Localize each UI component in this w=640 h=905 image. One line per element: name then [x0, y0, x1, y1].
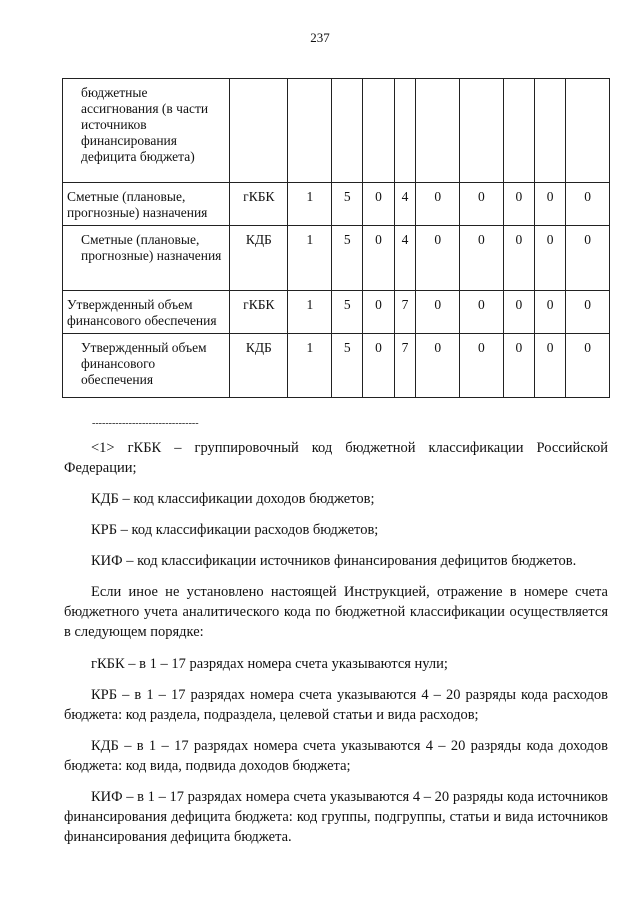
- digit-cell: 1: [288, 334, 332, 398]
- digit-cell: 0: [503, 183, 534, 226]
- digit-cell: 0: [566, 334, 610, 398]
- paragraph-kif: КИФ – в 1 – 17 разрядах номера счета указываются 4 – 20 разряды кода источников финансирования дефицита бюджета: код группы, подгруппы, статьи и вида источников финансирования дефицита бюджета.: [64, 789, 608, 845]
- digit-cell: 4: [394, 183, 416, 226]
- code-cell: гКБК: [230, 183, 288, 226]
- digit-cell: [460, 79, 504, 183]
- table-row: [63, 334, 610, 398]
- paragraph-kdb: КДБ – в 1 – 17 разрядах номера счета указываются 4 – 20 разряды кода доходов бюджета: код вида, подвида доходов бюджета;: [64, 738, 608, 774]
- digit-cell: 0: [566, 183, 610, 226]
- digit-cell: 0: [503, 226, 534, 291]
- digit-cell: 0: [460, 291, 504, 334]
- digit-cell: 0: [534, 183, 565, 226]
- digit-cell: 5: [332, 226, 363, 291]
- page-number: 237: [310, 30, 330, 45]
- account-code-table: [62, 78, 610, 398]
- digit-cell: [416, 79, 460, 183]
- paragraph-gkbk: гКБК – в 1 – 17 разрядах номера счета указываются нули;: [91, 656, 448, 672]
- digit-cell: 1: [288, 291, 332, 334]
- digit-cell: [363, 79, 394, 183]
- paragraph-order: Если иное не установлено настоящей Инструкцией, отражение в номере счета бюджетного учета аналитического кода по бюджетной классификации осуществляется в следующем порядке:: [64, 584, 608, 640]
- digit-cell: 7: [394, 291, 416, 334]
- digit-cell: 0: [416, 334, 460, 398]
- paragraph-krb: КРБ – в 1 – 17 разрядах номера счета указываются 4 – 20 разряды кода расходов бюджета: код раздела, подраздела, целевой статьи и вида расходов;: [64, 687, 608, 723]
- digit-cell: 1: [288, 183, 332, 226]
- digit-cell: 1: [288, 226, 332, 291]
- digit-cell: 0: [460, 226, 504, 291]
- digit-cell: 5: [332, 291, 363, 334]
- digit-cell: [394, 79, 416, 183]
- digit-cell: 0: [534, 226, 565, 291]
- digit-cell: 0: [566, 226, 610, 291]
- digit-cell: 0: [503, 334, 534, 398]
- row-label: Утвержденный объем финансового обеспечения: [63, 291, 230, 334]
- footnotes-section: [64, 438, 608, 858]
- digit-cell: [566, 79, 610, 183]
- code-cell: [230, 79, 288, 183]
- table-row: [63, 291, 610, 334]
- footnote-kdb: КДБ – код классификации доходов бюджетов;: [91, 491, 375, 507]
- digit-cell: 0: [460, 183, 504, 226]
- digit-cell: 0: [503, 291, 534, 334]
- digit-cell: 0: [363, 291, 394, 334]
- digit-cell: 5: [332, 183, 363, 226]
- digit-cell: [534, 79, 565, 183]
- footnote-gkbk: <1> гКБК – группировочный код бюджетной классификации Российской Федерации;: [64, 440, 608, 476]
- footnote-krb: КРБ – код классификации расходов бюджетов;: [91, 522, 379, 538]
- code-cell: КДБ: [230, 334, 288, 398]
- footnote-separator: --------------------------------: [92, 418, 199, 429]
- footnote-kif: КИФ – код классификации источников финансирования дефицитов бюджетов.: [91, 553, 577, 569]
- table-row: [63, 183, 610, 226]
- digit-cell: [503, 79, 534, 183]
- digit-cell: 0: [534, 334, 565, 398]
- row-label: бюджетные ассигнования (в части источников финансирования дефицита бюджета): [63, 79, 230, 183]
- digit-cell: 0: [460, 334, 504, 398]
- digit-cell: 0: [363, 183, 394, 226]
- row-label: Сметные (плановые, прогнозные) назначения: [63, 226, 230, 291]
- digit-cell: 4: [394, 226, 416, 291]
- digit-cell: 7: [394, 334, 416, 398]
- code-cell: гКБК: [230, 291, 288, 334]
- table-row: [63, 79, 610, 183]
- digit-cell: 5: [332, 334, 363, 398]
- digit-cell: [332, 79, 363, 183]
- digit-cell: 0: [363, 334, 394, 398]
- digit-cell: 0: [363, 226, 394, 291]
- row-label: Утвержденный объем финансового обеспечения: [63, 334, 230, 398]
- code-cell: КДБ: [230, 226, 288, 291]
- row-label: Сметные (плановые, прогнозные) назначения: [63, 183, 230, 226]
- digit-cell: 0: [416, 183, 460, 226]
- digit-cell: 0: [416, 226, 460, 291]
- digit-cell: 0: [566, 291, 610, 334]
- digit-cell: [288, 79, 332, 183]
- table-row: [63, 226, 610, 291]
- digit-cell: 0: [534, 291, 565, 334]
- digit-cell: 0: [416, 291, 460, 334]
